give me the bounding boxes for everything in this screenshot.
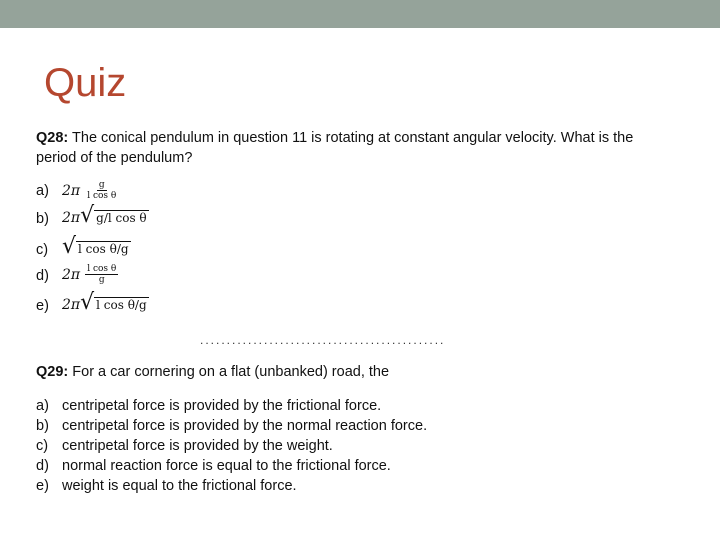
question-28-number: Q28:	[36, 130, 69, 146]
q28-option-d-prefix: 2π	[62, 267, 81, 283]
q29-option-b	[36, 416, 427, 436]
q29-option-e	[36, 476, 297, 496]
q29-option-a-text: centripetal force is provided by the frictional force.	[62, 398, 382, 414]
q28-option-b-prefix: 2π	[62, 210, 81, 226]
q28-option-e-prefix: 2π	[62, 297, 81, 313]
dotted-separator: ..............................................	[200, 333, 446, 347]
q29-option-e-text: weight is equal to the frictional force.	[62, 478, 297, 494]
q28-option-d-fraction	[85, 264, 118, 285]
q28-option-a-formula	[62, 180, 118, 201]
q28-option-c-radicand: l cos θ/g	[78, 242, 129, 256]
q28-option-a-numerator: g	[98, 180, 105, 190]
q29-option-d	[36, 456, 391, 476]
q29-option-c	[36, 436, 333, 456]
q28-option-a-fraction	[85, 180, 118, 201]
q28-option-a-label: a)	[36, 183, 49, 199]
q28-option-d-formula	[62, 264, 118, 285]
q28-option-c-label: c)	[36, 242, 49, 258]
question-29-number: Q29:	[36, 364, 69, 380]
sqrt-icon: √	[80, 203, 95, 228]
q29-option-e-label: e)	[36, 478, 49, 494]
sqrt-icon: √	[80, 290, 95, 315]
top-banner	[0, 0, 720, 28]
question-29-text: For a car cornering on a flat (unbanked) road, the	[72, 364, 390, 380]
q29-option-d-label: d)	[36, 458, 49, 474]
q28-option-e-formula	[62, 292, 149, 314]
q28-option-a-denominator: l cos θ	[87, 191, 117, 201]
question-28-text: The conical pendulum in question 11 is rotating at constant angular velocity. What is the period of the pendulum?	[36, 130, 634, 166]
q28-option-d-label: d)	[36, 268, 49, 284]
q28-option-c-formula	[62, 236, 131, 258]
question-28	[36, 128, 676, 168]
q29-option-a-label: a)	[36, 398, 49, 414]
sqrt-icon: √	[62, 234, 77, 259]
q29-option-b-text: centripetal force is provided by the normal reaction force.	[62, 418, 428, 434]
q29-option-a	[36, 396, 381, 416]
q28-option-b-radicand: g/l cos θ	[96, 211, 147, 225]
q29-option-c-text: centripetal force is provided by the weight.	[62, 438, 333, 454]
q28-option-d-numerator: l cos θ	[87, 264, 117, 274]
q28-option-b-label: b)	[36, 211, 49, 227]
q29-option-b-label: b)	[36, 418, 49, 434]
q29-option-d-text: normal reaction force is equal to the frictional force.	[62, 458, 391, 474]
q28-option-e-radicand: l cos θ/g	[96, 298, 147, 312]
q28-option-b-formula	[62, 205, 149, 227]
question-29	[36, 362, 676, 382]
q28-option-d-denominator: g	[98, 275, 105, 285]
slide-title: Quiz	[44, 61, 127, 105]
q28-option-a-prefix: 2π	[62, 183, 81, 199]
q29-option-c-label: c)	[36, 438, 49, 454]
q28-option-e-label: e)	[36, 298, 49, 314]
